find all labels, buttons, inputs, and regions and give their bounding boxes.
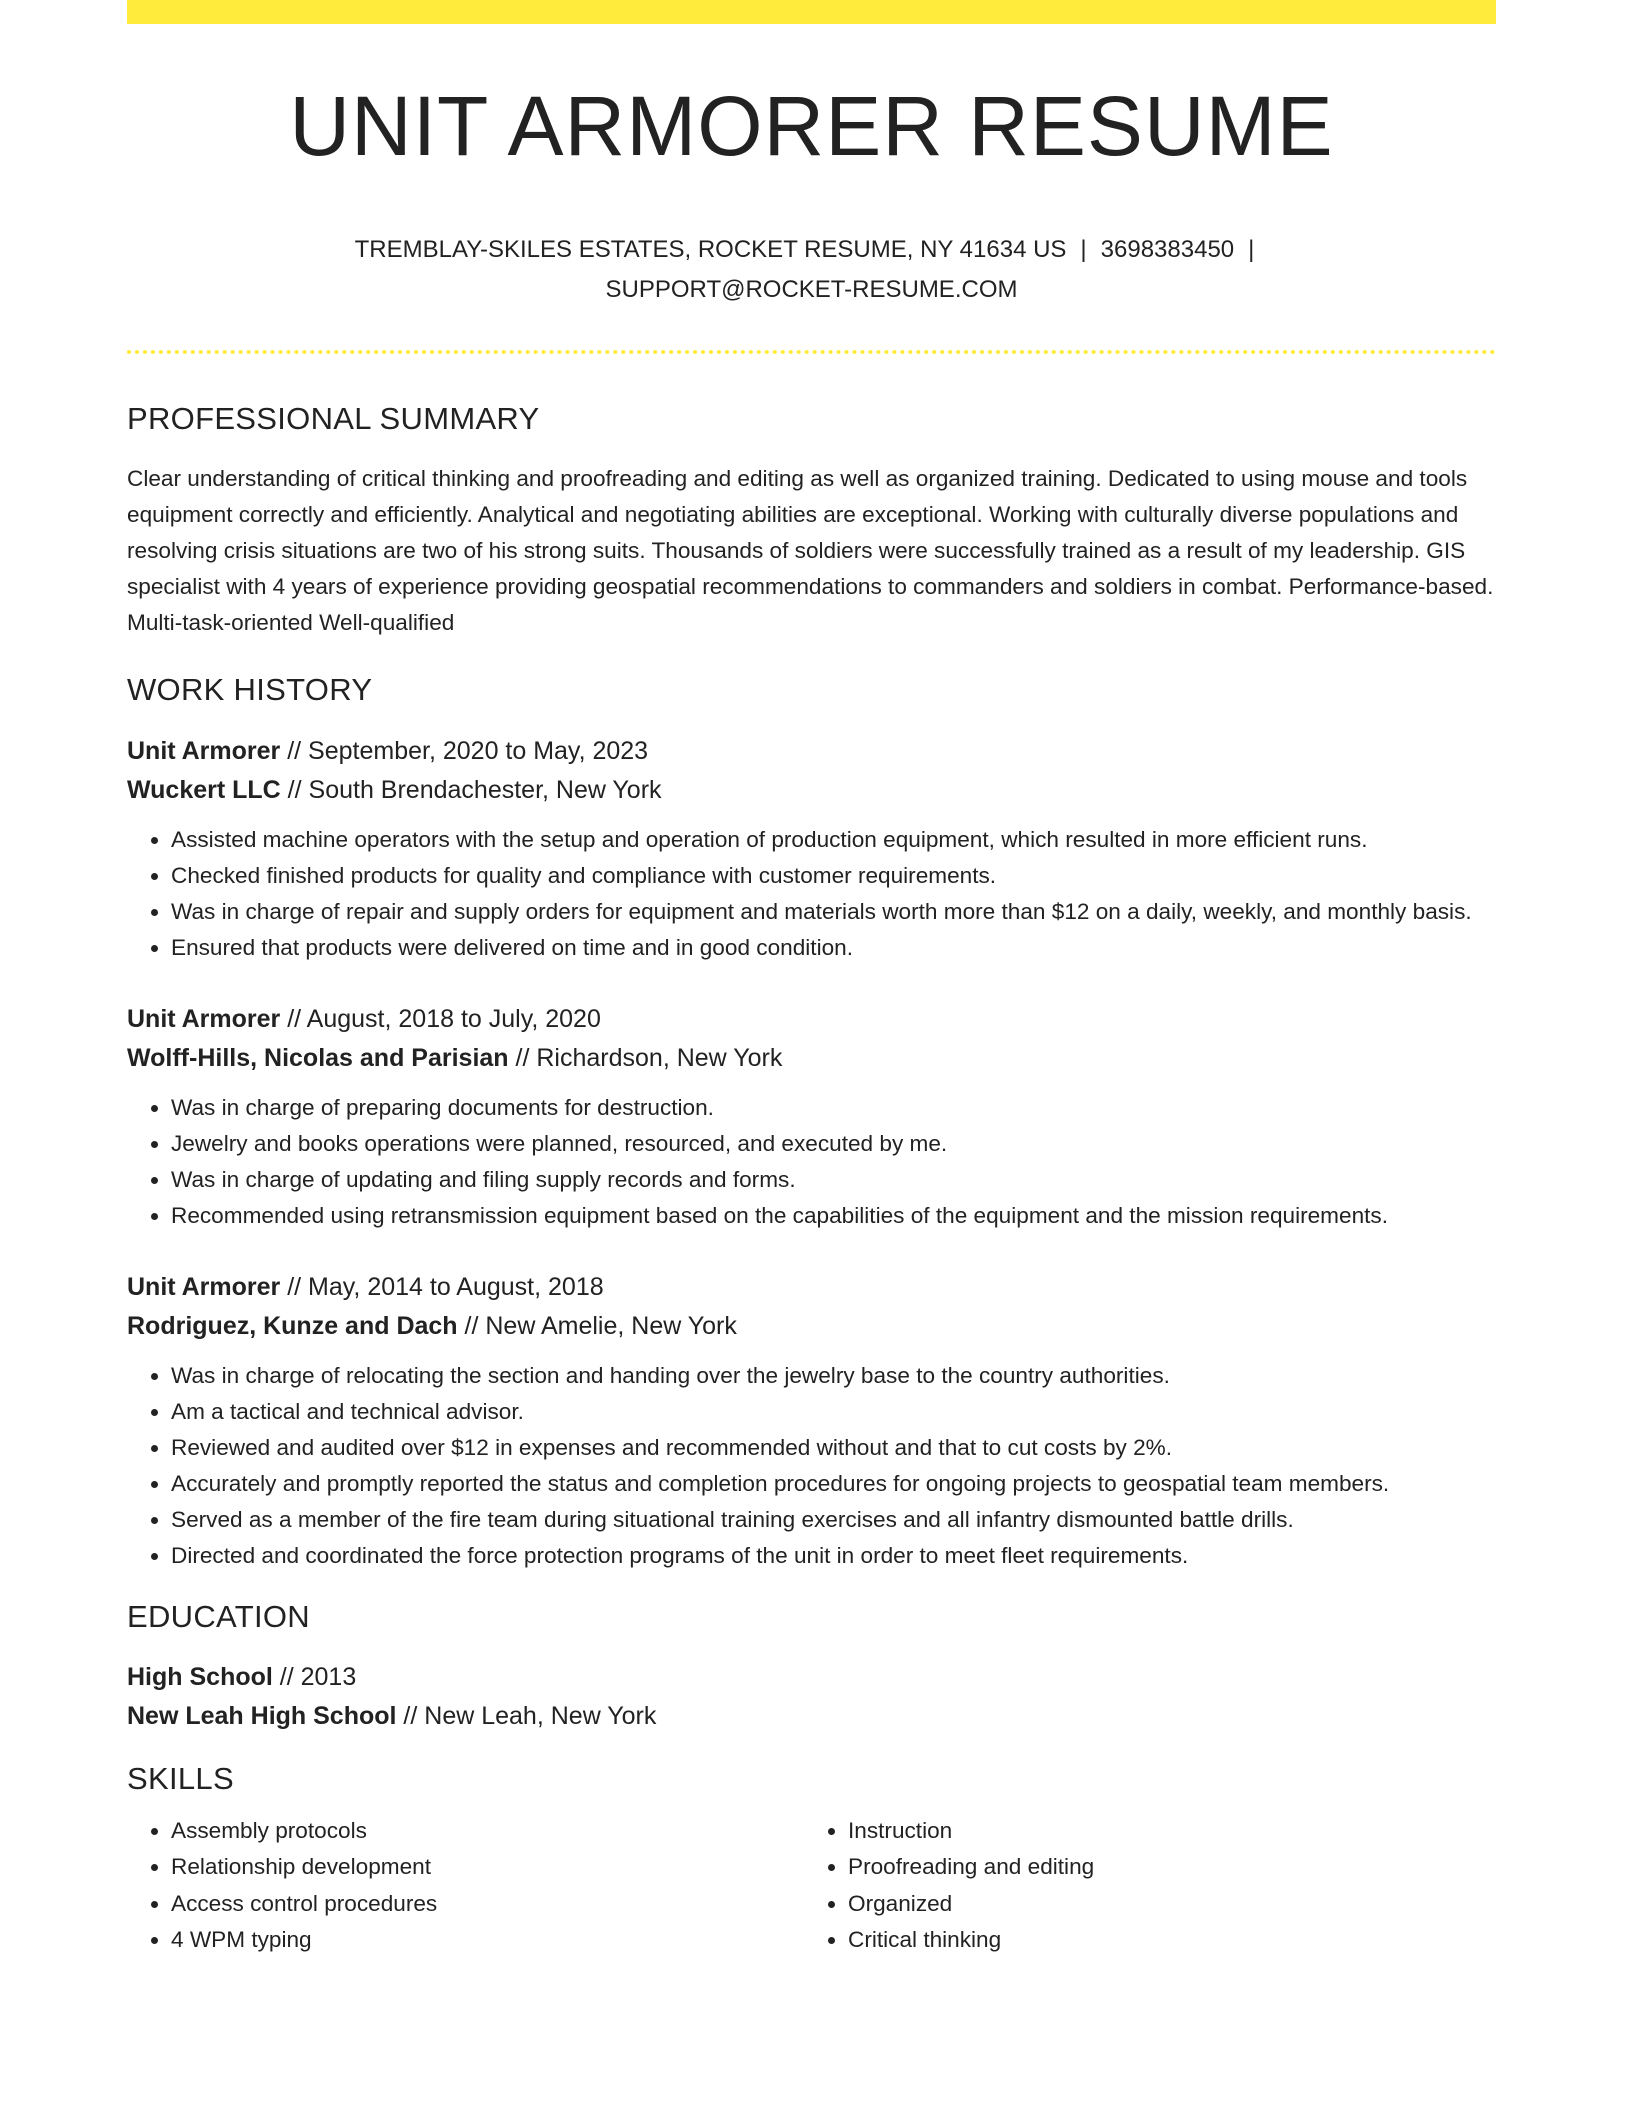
job-title-line [127, 732, 1496, 771]
list-item: • Jewelry and books operations were planned, resourced, and executed by me. [171, 1126, 1496, 1162]
contact-separator: | [1248, 236, 1255, 263]
list-item: • Recommended using retransmission equipment based on the capabilities of the equipment and the mission requirements. [171, 1198, 1496, 1234]
education-degree: High School [127, 1662, 273, 1691]
education-location: // New Leah, New York [396, 1701, 657, 1730]
section-heading: SKILLS [127, 1760, 234, 1796]
job-dates: // September, 2020 to May, 2023 [280, 737, 649, 766]
education-school-line [127, 1697, 1496, 1736]
section-heading: PROFESSIONAL SUMMARY [127, 401, 540, 436]
job-location: // South Brendachester, New York [280, 776, 662, 805]
section-heading: WORK HISTORY [127, 672, 373, 708]
education-entry [127, 1658, 1496, 1736]
job-company: Rodriguez, Kunze and Dach [127, 1312, 458, 1341]
professional-summary-section [127, 400, 1496, 641]
job-bullets [127, 822, 1496, 966]
resume-title: UNIT ARMORER RESUME [289, 79, 1334, 173]
job-company-line [127, 1307, 1496, 1346]
job-entry [127, 1000, 1496, 1234]
dotted-divider [127, 350, 1496, 354]
contact-address: TREMBLAY-SKILES ESTATES, ROCKET RESUME, NY 41634 US [354, 236, 1067, 263]
education-degree-line [127, 1658, 1496, 1697]
job-title: Unit Armorer [127, 1273, 281, 1302]
education-year: // 2013 [272, 1662, 357, 1691]
job-dates: // August, 2018 to July, 2020 [280, 1005, 601, 1034]
accent-top-bar [127, 0, 1496, 24]
skill-item: • Critical thinking [848, 1922, 1478, 1959]
skills-grid [127, 1813, 1496, 1959]
job-company: Wuckert LLC [127, 776, 281, 805]
skill-item: • Access control procedures [171, 1886, 801, 1923]
resume-page [127, 0, 1496, 1959]
education-school: New Leah High School [127, 1701, 397, 1730]
list-item: • Ensured that products were delivered on time and in good condition. [171, 930, 1496, 966]
job-bullets [127, 1090, 1496, 1234]
list-item: • Was in charge of repair and supply orders for equipment and materials worth more than $12 on a daily, weekly, and monthly basis. [171, 894, 1496, 930]
job-company: Wolff-Hills, Nicolas and Parisian [127, 1044, 509, 1073]
skills-section [127, 1760, 1496, 1959]
job-title-line [127, 1000, 1496, 1039]
education-section [127, 1598, 1496, 1735]
job-company-line [127, 771, 1496, 810]
list-item: • Reviewed and audited over $12 in expenses and recommended without and that to cut costs by 2%. [171, 1430, 1496, 1466]
job-dates: // May, 2014 to August, 2018 [280, 1273, 604, 1302]
list-item: • Am a tactical and technical advisor. [171, 1394, 1496, 1430]
skill-item: • Relationship development [171, 1849, 801, 1886]
summary-text: Clear understanding of critical thinking and proofreading and editing as well as organized training. Dedicated to using mouse and tools equipment correctly and efficiently. Analytical and negotiating abilities are exceptional. Working with culturally diverse populations and resolving crisis situations are two of his strong suits. Thousands of soldiers were successfully trained as a result of my leadership. GIS specialist with 4 years of experience providing geospatial recommendations to commanders and soldiers in combat. Performance-based. Multi-task-oriented Well-qualified [127, 466, 1494, 636]
contact-info [127, 230, 1496, 310]
work-history-section [127, 671, 1496, 1574]
list-item: • Directed and coordinated the force protection programs of the unit in order to meet fleet requirements. [171, 1538, 1496, 1574]
contact-phone: 3698383450 [1100, 236, 1235, 263]
job-entry [127, 1268, 1496, 1574]
contact-email[interactable]: SUPPORT@ROCKET-RESUME.COM [605, 276, 1018, 303]
skills-column-right [801, 1813, 1478, 1959]
job-company-line [127, 1039, 1496, 1078]
contact-separator: | [1080, 236, 1087, 263]
skill-item: • Assembly protocols [171, 1813, 801, 1850]
list-item: • Checked finished products for quality and compliance with customer requirements. [171, 858, 1496, 894]
list-item: • Served as a member of the fire team during situational training exercises and all infantry dismounted battle drills. [171, 1502, 1496, 1538]
job-bullets [127, 1358, 1496, 1574]
job-location: // New Amelie, New York [457, 1312, 737, 1341]
list-item: • Accurately and promptly reported the status and completion procedures for ongoing projects to geospatial team members. [171, 1466, 1496, 1502]
job-entry [127, 732, 1496, 966]
skill-item: • Instruction [848, 1813, 1478, 1850]
section-heading: EDUCATION [127, 1599, 310, 1635]
job-title: Unit Armorer [127, 737, 281, 766]
list-item: • Was in charge of updating and filing supply records and forms. [171, 1162, 1496, 1198]
list-item: • Was in charge of preparing documents for destruction. [171, 1090, 1496, 1126]
skill-item: • 4 WPM typing [171, 1922, 801, 1959]
job-title: Unit Armorer [127, 1005, 281, 1034]
skills-column-left [127, 1813, 801, 1959]
job-location: // Richardson, New York [508, 1044, 783, 1073]
list-item: • Assisted machine operators with the setup and operation of production equipment, which resulted in more efficient runs. [171, 822, 1496, 858]
skill-item: • Proofreading and editing [848, 1849, 1478, 1886]
job-title-line [127, 1268, 1496, 1307]
list-item: • Was in charge of relocating the section and handing over the jewelry base to the country authorities. [171, 1358, 1496, 1394]
skill-item: • Organized [848, 1886, 1478, 1923]
